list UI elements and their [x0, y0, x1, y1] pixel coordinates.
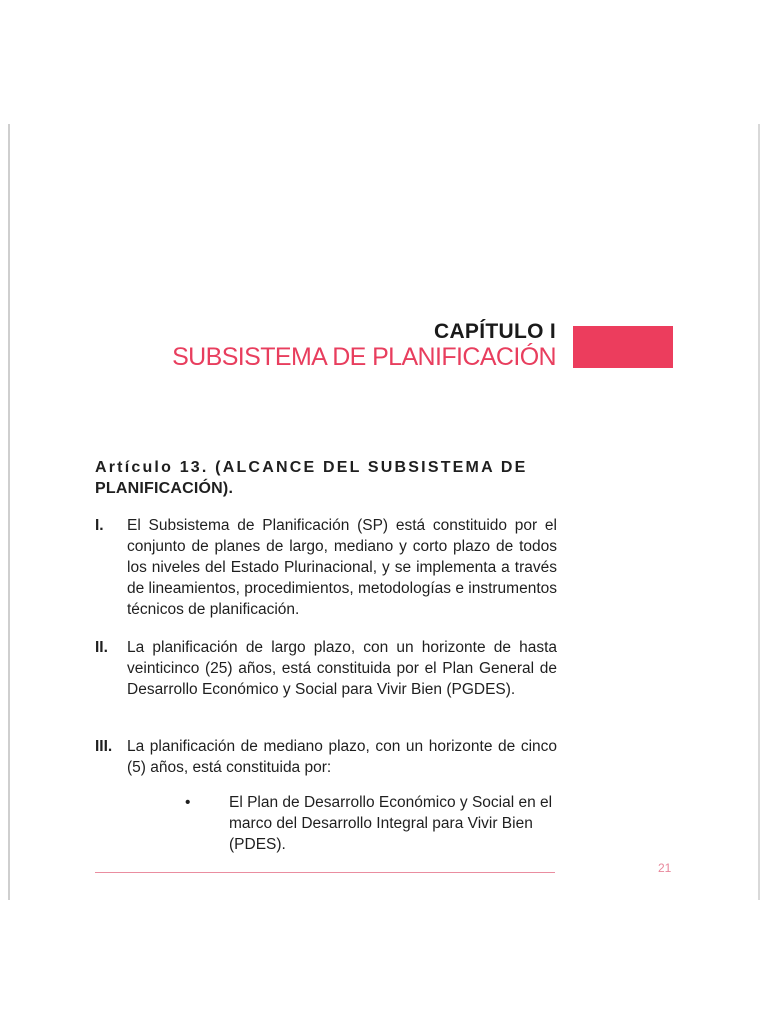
article-item-3	[95, 736, 557, 778]
chapter-accent-bar	[573, 326, 673, 368]
footer-divider	[95, 872, 555, 873]
item-text: La planificación de mediano plazo, con un horizonte de cinco (5) años, está constituida por:	[127, 738, 557, 776]
page-edge-right	[758, 124, 760, 900]
bullet-icon: •	[185, 794, 191, 811]
article-heading-line1: Artículo 13. (ALCANCE DEL SUBSISTEMA DE	[95, 459, 528, 476]
bullet-text: El Plan de Desarrollo Económico y Social en el marco del Desarrollo Integral para Vivir Bien (PDES).	[229, 794, 553, 853]
chapter-title: SUBSISTEMA DE PLANIFICACIÓN	[172, 343, 556, 371]
bullet-item	[185, 792, 557, 855]
document-page	[0, 124, 768, 900]
item-numeral: III.	[95, 738, 113, 755]
item-numeral: II.	[95, 639, 108, 656]
article-item-2	[95, 637, 557, 700]
article-heading	[95, 457, 555, 499]
item-text: La planificación de largo plazo, con un horizonte de hasta veinticinco (25) años, está constituida por el Plan General de Desarrollo Económico y Social para Vivir Bien (PGDES).	[127, 639, 557, 698]
article-heading-line2: PLANIFICACIÓN).	[95, 480, 234, 497]
item-text: El Subsistema de Planificación (SP) está constituido por el conjunto de planes de largo, mediano y corto plazo de todos los niveles del Estado Plurinacional, y se implementa a través de lineamientos, procedimientos, metodologías e instrumentos técnicos de planificación.	[127, 517, 557, 618]
chapter-label: CAPÍTULO I	[434, 320, 556, 343]
page-edge-left	[8, 124, 10, 900]
article-item-1	[95, 515, 557, 620]
page-number: 21	[658, 861, 672, 875]
item-numeral: I.	[95, 517, 104, 534]
